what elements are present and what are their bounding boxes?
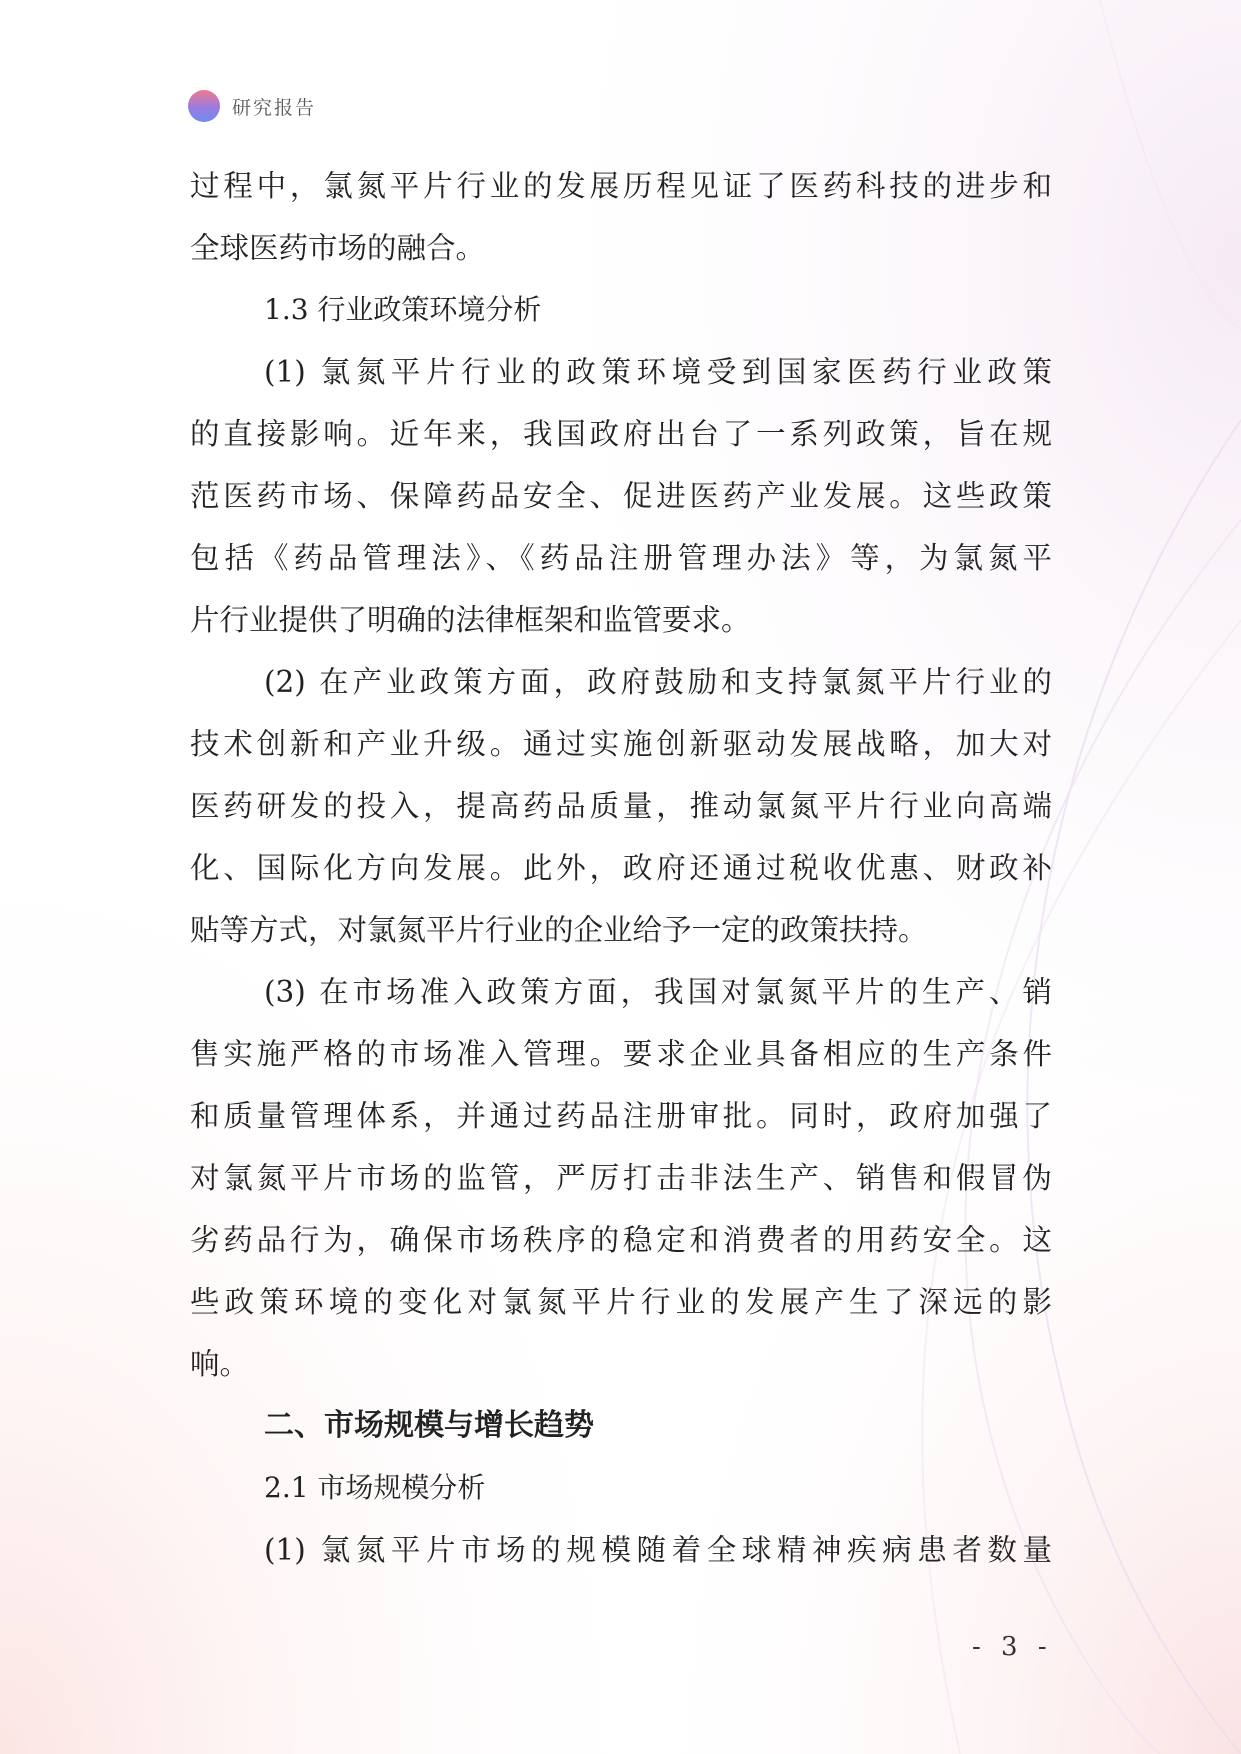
section-heading-1-3: 1.3 行业政策环境分析 xyxy=(264,293,542,326)
text-line: 医药研发的投入，提高药品质量，推动氯氮平片行业向高端 xyxy=(190,789,1052,823)
text-line: 全球医药市场的融合。 xyxy=(190,231,486,265)
chapter-heading-2: 二、市场规模与增长趋势 xyxy=(264,1408,594,1443)
section-heading-2-1: 2.1 市场规模分析 xyxy=(264,1471,486,1504)
text-line: 过程中，氯氮平片行业的发展历程见证了医药科技的进步和 xyxy=(190,169,1052,203)
text-line: 对氯氮平片市场的监管，严厉打击非法生产、销售和假冒伪 xyxy=(190,1161,1052,1195)
header-title: 研究报告 xyxy=(232,96,317,119)
text-line: 的直接影响。近年来，我国政府出台了一系列政策，旨在规 xyxy=(190,417,1052,451)
header xyxy=(188,89,316,123)
logo-circle-icon xyxy=(188,90,220,122)
document-body xyxy=(190,155,1052,1581)
text-line: 劣药品行为，确保市场秩序的稳定和消费者的用药安全。这 xyxy=(190,1223,1052,1257)
text-line: 化、国际化方向发展。此外，政府还通过税收优惠、财政补 xyxy=(190,851,1052,885)
text-line: (1) 氯氮平片市场的规模随着全球精神疾病患者数量 xyxy=(264,1533,1052,1567)
text-line: (1) 氯氮平片行业的政策环境受到国家医药行业政策 xyxy=(264,355,1052,389)
text-line: 响。 xyxy=(190,1347,250,1381)
text-line: 和质量管理体系，并通过药品注册审批。同时，政府加强了 xyxy=(190,1099,1052,1133)
text-line: 片行业提供了明确的法律框架和监管要求。 xyxy=(190,603,751,637)
text-line: 技术创新和产业升级。通过实施创新驱动发展战略，加大对 xyxy=(190,727,1052,761)
text-line: 贴等方式，对氯氮平片行业的企业给予一定的政策扶持。 xyxy=(190,913,928,947)
text-line: 包括《药品管理法》、《药品注册管理办法》等，为氯氮平 xyxy=(190,541,1052,575)
text-line: (3) 在市场准入政策方面，我国对氯氮平片的生产、销 xyxy=(264,975,1052,1009)
text-line: 范医药市场、保障药品安全、促进医药产业发展。这些政策 xyxy=(190,479,1052,513)
page-number: - 3 - xyxy=(972,1632,1053,1662)
text-line: 些政策环境的变化对氯氮平片行业的发展产生了深远的影 xyxy=(190,1285,1052,1319)
text-line: (2) 在产业政策方面，政府鼓励和支持氯氮平片行业的 xyxy=(264,665,1052,699)
text-line: 售实施严格的市场准入管理。要求企业具备相应的生产条件 xyxy=(190,1037,1052,1071)
